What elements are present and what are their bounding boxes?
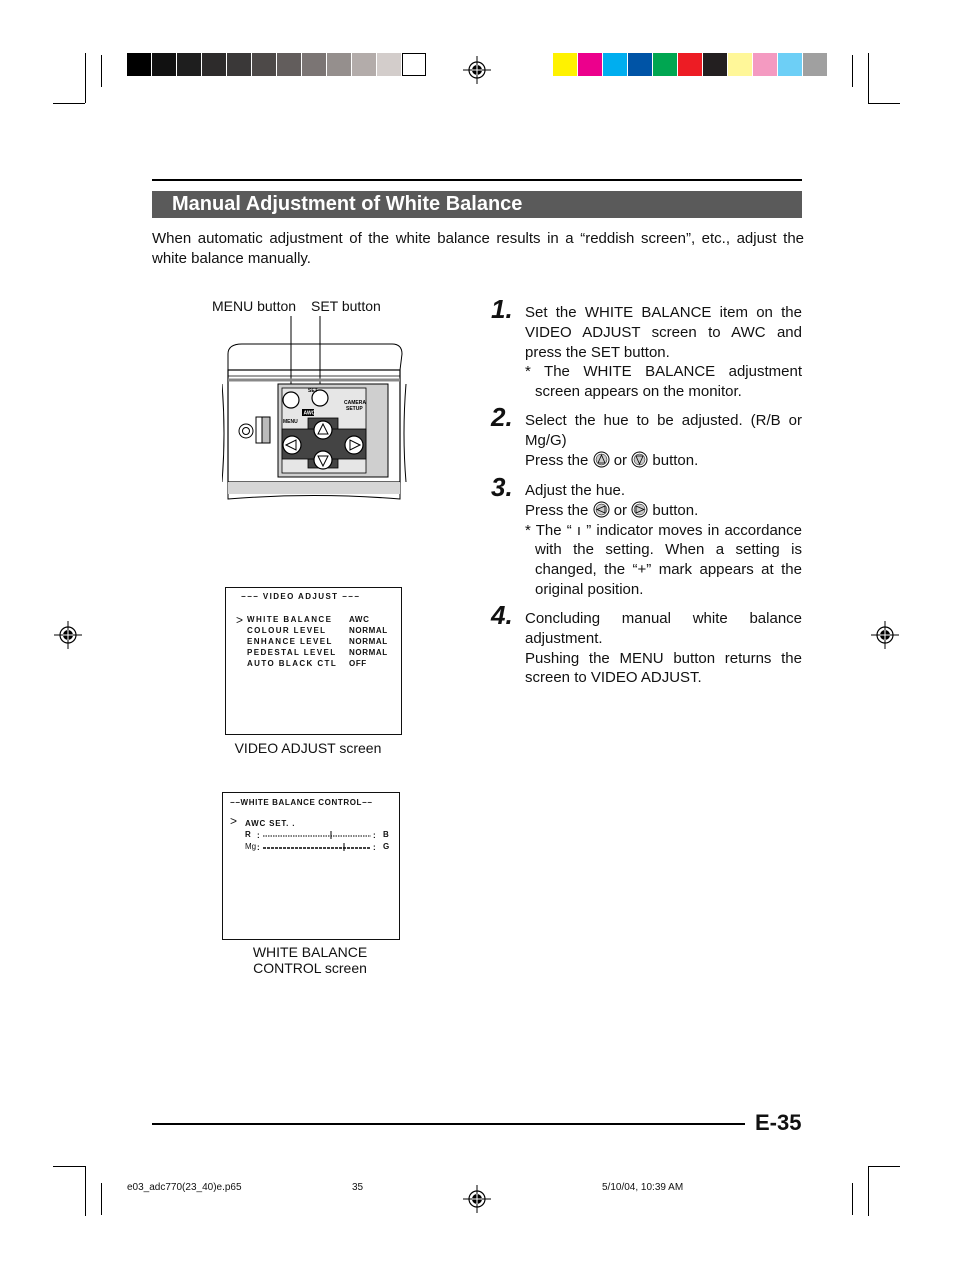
gray-swatch — [227, 53, 251, 76]
crop-mark — [868, 53, 869, 103]
step-2-line: Select the hue to be adjusted. (R/B or Mg/G) — [525, 412, 802, 449]
crop-mark — [852, 55, 853, 87]
gray-swatch — [252, 53, 276, 76]
color-swatch — [628, 53, 652, 76]
b-label: B — [383, 830, 389, 839]
color-swatch — [728, 53, 752, 76]
gray-swatch — [327, 53, 351, 76]
white-balance-caption-line-1: WHITE BALANCE — [252, 944, 368, 960]
press-prefix: Press the — [525, 451, 589, 469]
right-button-icon — [631, 501, 648, 518]
gray-swatch — [352, 53, 376, 76]
video-adjust-item-label: AUTO BLACK CTL — [247, 659, 338, 668]
color-swatch — [578, 53, 602, 76]
menu-button-label: MENU button — [212, 298, 297, 314]
step-3-number: 3. — [491, 472, 513, 502]
press-or: or — [613, 501, 628, 519]
press-suffix: button. — [652, 501, 699, 519]
camera-panel-illustration — [222, 314, 408, 502]
step-1-line: Set the WHITE BALANCE item on the VIDEO ADJUST screen to AWC and press the SET button. — [525, 304, 802, 361]
menu-cursor-icon: > — [230, 814, 238, 828]
gray-swatch — [302, 53, 326, 76]
color-swatch — [553, 53, 577, 76]
crop-mark — [868, 103, 900, 104]
svg-text::: : — [373, 831, 378, 840]
step-1-number: 1. — [491, 294, 513, 324]
g-label: G — [383, 842, 390, 851]
video-adjust-item-label: PEDESTAL LEVEL — [247, 648, 337, 657]
intro-paragraph: When automatic adjustment of the white balance results in a “reddish screen”, etc., adjust the white balance manually. — [152, 230, 804, 267]
registration-mark-icon — [463, 56, 491, 84]
color-swatch — [703, 53, 727, 76]
crop-mark — [85, 53, 86, 103]
crop-mark — [101, 55, 102, 87]
footer-page: 35 — [352, 1182, 364, 1193]
step-3-note: * The “ ı ” indicator moves in accordance with the setting. When a setting is changed, the “+” mark appears at the original position. — [525, 521, 802, 598]
svg-text::: : — [373, 843, 378, 852]
video-adjust-item-value: NORMAL — [349, 626, 388, 635]
mg-label: Mg — [245, 842, 257, 851]
registration-mark-icon — [463, 1185, 491, 1213]
gray-swatch — [402, 53, 426, 76]
color-swatch — [653, 53, 677, 76]
left-button-icon — [593, 501, 610, 518]
gray-swatch — [377, 53, 401, 76]
step-2-press — [525, 451, 802, 471]
crop-mark — [868, 1166, 869, 1216]
white-balance-scales — [257, 830, 381, 854]
video-adjust-item-label: COLOUR LEVEL — [247, 626, 327, 635]
press-prefix: Press the — [525, 501, 589, 519]
gray-swatch — [177, 53, 201, 76]
step-2-text — [525, 411, 802, 470]
crop-mark — [868, 1166, 900, 1167]
panel-setup-text: SETUP — [346, 406, 363, 412]
gray-swatch — [127, 53, 151, 76]
color-swatch — [803, 53, 827, 76]
video-adjust-header: −−− VIDEO ADJUST −−− — [241, 592, 361, 601]
white-balance-caption-line-2: CONTROL screen — [253, 960, 367, 976]
press-or: or — [613, 451, 628, 469]
crop-mark — [53, 103, 85, 104]
step-1-text — [525, 303, 802, 402]
step-3-press — [525, 501, 802, 521]
panel-set-text: SET — [308, 388, 318, 394]
crop-mark — [101, 1183, 102, 1215]
white-balance-screen — [222, 792, 400, 940]
color-swatch — [678, 53, 702, 76]
video-adjust-item-value: NORMAL — [349, 637, 388, 646]
panel-camera-text: CAMERA — [344, 400, 366, 406]
set-button-label: SET button — [311, 298, 381, 314]
video-adjust-item-value: AWC — [349, 615, 370, 624]
white-balance-caption — [222, 944, 398, 976]
section-title: Manual Adjustment of White Balance — [172, 193, 523, 215]
white-balance-header: −−WHITE BALANCE CONTROL−− — [230, 798, 373, 807]
step-4-text — [525, 609, 802, 688]
step-1-note: * The WHITE BALANCE adjustment screen appears on the monitor. — [525, 363, 802, 401]
crop-mark — [852, 1183, 853, 1215]
up-button-icon — [593, 451, 610, 468]
step-4-number: 4. — [491, 600, 513, 630]
svg-text::: : — [257, 843, 262, 852]
step-4-line: Pushing the MENU button returns the screen to VIDEO ADJUST. — [525, 649, 802, 687]
color-swatch — [603, 53, 627, 76]
r-label: R — [245, 830, 251, 839]
video-adjust-item-value: NORMAL — [349, 648, 388, 657]
step-2-number: 2. — [491, 402, 513, 432]
down-button-icon — [631, 451, 648, 468]
step-3-line: Adjust the hue. — [525, 482, 626, 499]
gray-swatch — [152, 53, 176, 76]
press-suffix: button. — [652, 451, 699, 469]
svg-text::: : — [257, 831, 262, 840]
gray-swatch — [277, 53, 301, 76]
video-adjust-item-label: WHITE BALANCE — [247, 615, 333, 624]
registration-mark-icon — [54, 621, 82, 649]
video-adjust-screen — [225, 587, 402, 735]
panel-awc-text: AWC — [303, 410, 316, 417]
menu-cursor-icon: > — [236, 613, 244, 627]
step-3-text — [525, 481, 802, 600]
footer-filename: e03_adc770(23_40)e.p65 — [127, 1182, 242, 1193]
video-adjust-caption: VIDEO ADJUST screen — [234, 740, 382, 756]
video-adjust-item-value: OFF — [349, 659, 367, 668]
awc-set-label: AWC SET. . — [245, 819, 296, 828]
registration-mark-icon — [871, 621, 899, 649]
top-rule — [152, 179, 802, 181]
color-swatch — [778, 53, 802, 76]
crop-mark — [85, 1166, 86, 1216]
bottom-rule — [152, 1123, 745, 1125]
gray-swatch — [202, 53, 226, 76]
crop-mark — [53, 1166, 85, 1167]
footer-date: 5/10/04, 10:39 AM — [602, 1182, 684, 1193]
color-swatch — [753, 53, 777, 76]
page-number: E-35 — [755, 1110, 802, 1135]
video-adjust-item-label: ENHANCE LEVEL — [247, 637, 333, 646]
panel-menu-text: MENU — [283, 419, 298, 425]
step-4-line: Concluding manual white balance adjustment. — [525, 610, 802, 647]
